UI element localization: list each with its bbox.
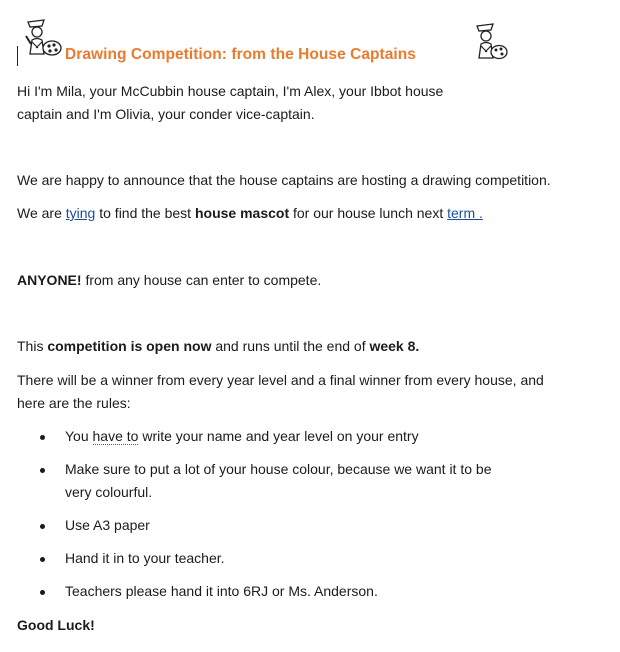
rule-item-3: Use A3 paper bbox=[65, 517, 150, 533]
tying-link[interactable]: tying bbox=[65, 205, 96, 221]
intro-line-2: captain and I'm Olivia, your conder vice-captain. bbox=[17, 106, 315, 122]
text-cursor bbox=[17, 46, 18, 66]
page-title: Drawing Competition: from the House Captains bbox=[65, 46, 416, 63]
open-pre: This bbox=[17, 338, 48, 354]
rule-item-5: Teachers please hand it into 6RJ or Ms. Anderson. bbox=[65, 583, 378, 599]
intro-line-1: Hi I'm Mila, your McCubbin house captain, I'm Alex, your Ibbot house bbox=[17, 83, 444, 99]
find-post: for our house lunch next bbox=[289, 205, 448, 221]
painter-artist-icon bbox=[469, 22, 509, 62]
rule-1-pre: You bbox=[65, 428, 93, 444]
bullet-dot bbox=[40, 524, 45, 529]
winner-line-1: There will be a winner from every year level and a final winner from every house, and bbox=[17, 372, 544, 388]
rule-item-1 bbox=[65, 425, 419, 448]
anyone-paragraph bbox=[17, 269, 321, 292]
open-paragraph bbox=[17, 335, 419, 358]
term-link[interactable]: term . bbox=[447, 205, 483, 221]
rule-item-2-line-1: Make sure to put a lot of your house colour, because we want it to be bbox=[65, 461, 492, 477]
rule-item-4: Hand it in to your teacher. bbox=[65, 550, 225, 566]
open-bold-2: week 8. bbox=[369, 338, 420, 354]
find-pre: We are bbox=[17, 205, 66, 221]
have-to-suggestion[interactable]: have to bbox=[92, 428, 139, 444]
winner-line-2: here are the rules: bbox=[17, 395, 131, 411]
rule-item-2-line-2: very colourful. bbox=[65, 484, 153, 500]
find-paragraph bbox=[17, 202, 483, 225]
anyone-rest: from any house can enter to compete. bbox=[81, 272, 322, 288]
mascot-text: house mascot bbox=[194, 205, 290, 221]
closing-text: Good Luck! bbox=[17, 617, 95, 633]
find-mid: to find the best bbox=[95, 205, 195, 221]
painter-artist-icon bbox=[22, 18, 62, 58]
title-row bbox=[17, 18, 617, 66]
open-bold-1: competition is open now bbox=[47, 338, 212, 354]
bullet-dot bbox=[40, 557, 45, 562]
rule-1-post: write your name and year level on your entry bbox=[138, 428, 419, 444]
open-mid: and runs until the end of bbox=[211, 338, 370, 354]
announce-paragraph: We are happy to announce that the house captains are hosting a drawing competition. bbox=[17, 172, 551, 188]
bullet-dot bbox=[40, 590, 45, 595]
anyone-bold: ANYONE! bbox=[17, 272, 82, 288]
bullet-dot bbox=[40, 435, 45, 440]
bullet-dot bbox=[40, 468, 45, 473]
